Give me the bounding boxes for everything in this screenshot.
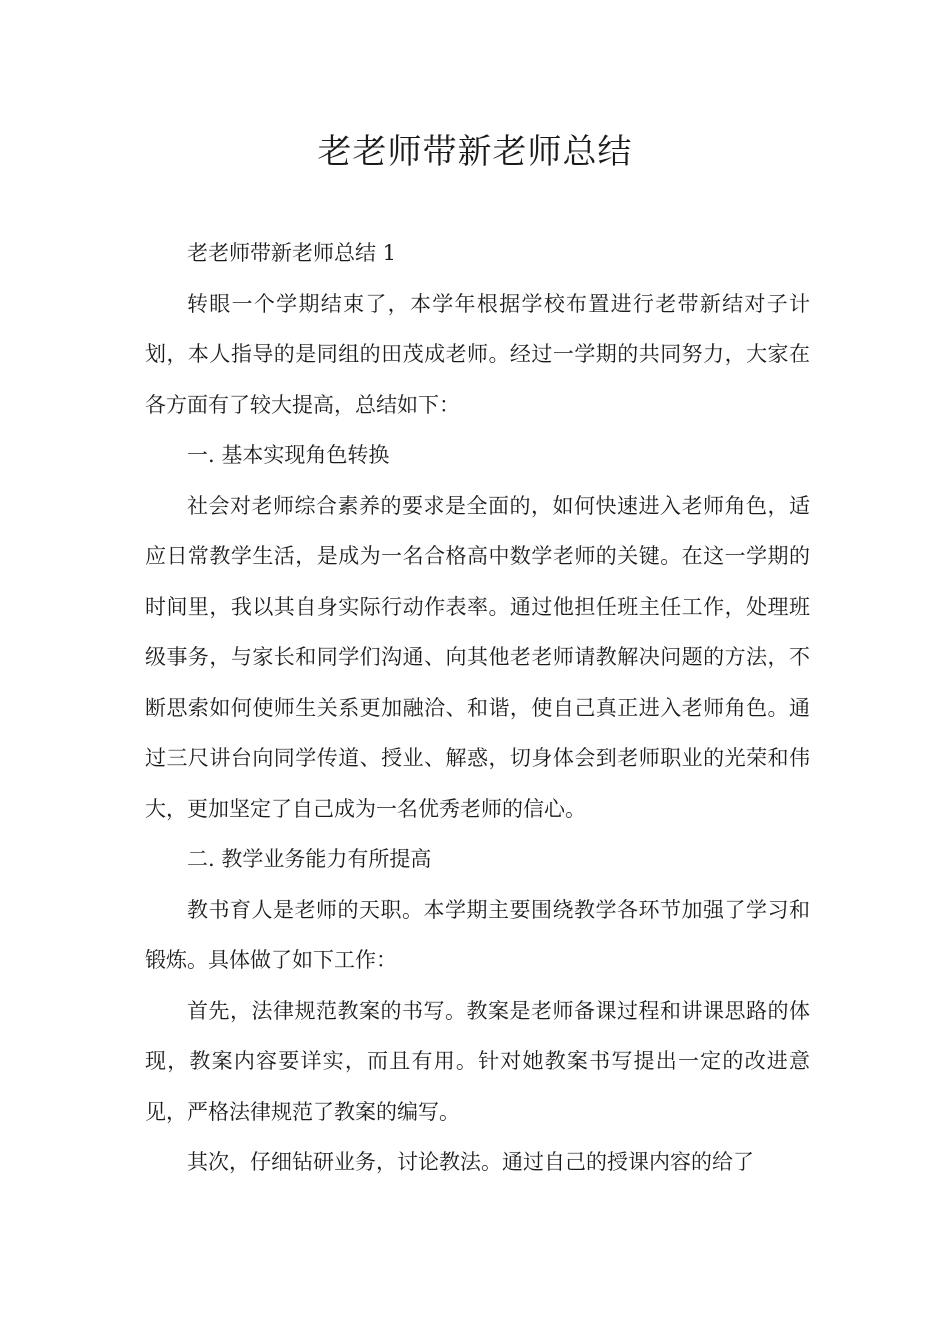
paragraph: 其次，仔细钻研业务，讨论教法。通过自己的授课内容的给了 [187, 1150, 754, 1174]
document-body [145, 228, 810, 1188]
subheading: 二. 教学业务能力有所提高 [187, 847, 432, 871]
document-title: 老老师带新老师总结 [317, 132, 633, 172]
paragraph: 教书育人是老师的天职。本学期主要围绕教学各环节加强了学习和锻炼。具体做了如下工作： [145, 897, 810, 972]
paragraph: 首先，法律规范教案的书写。教案是老师备课过程和讲课思路的体现，教案内容要详实，而且有用。针对她教案书写提出一定的改进意见，严格法律规范了教案的编写。 [145, 998, 810, 1124]
paragraph: 社会对老师综合素养的要求是全面的，如何快速进入老师角色，适应日常教学生活，是成为一名合格高中数学老师的关键。在这一学期的时间里，我以其自身实际行动作表率。通过他担任班主任工作，处理班级事务，与家长和同学们沟通、向其他老老师请教解决问题的方法，不断思索如何使师生关系更加融洽、和谐，使自己真正进入老师角色。通过三尺讲台向同学传道、授业、解惑，切身体会到老师职业的光荣和伟大，更加坚定了自己成为一名优秀老师的信心。 [145, 493, 810, 821]
subheading: 一. 基本实现角色转换 [187, 443, 390, 467]
paragraph: 转眼一个学期结束了，本学年根据学校布置进行老带新结对子计划，本人指导的是同组的田茂成老师。经过一学期的共同努力，大家在各方面有了较大提高，总结如下： [145, 291, 810, 417]
section-heading: 老老师带新老师总结 1 [187, 241, 397, 265]
